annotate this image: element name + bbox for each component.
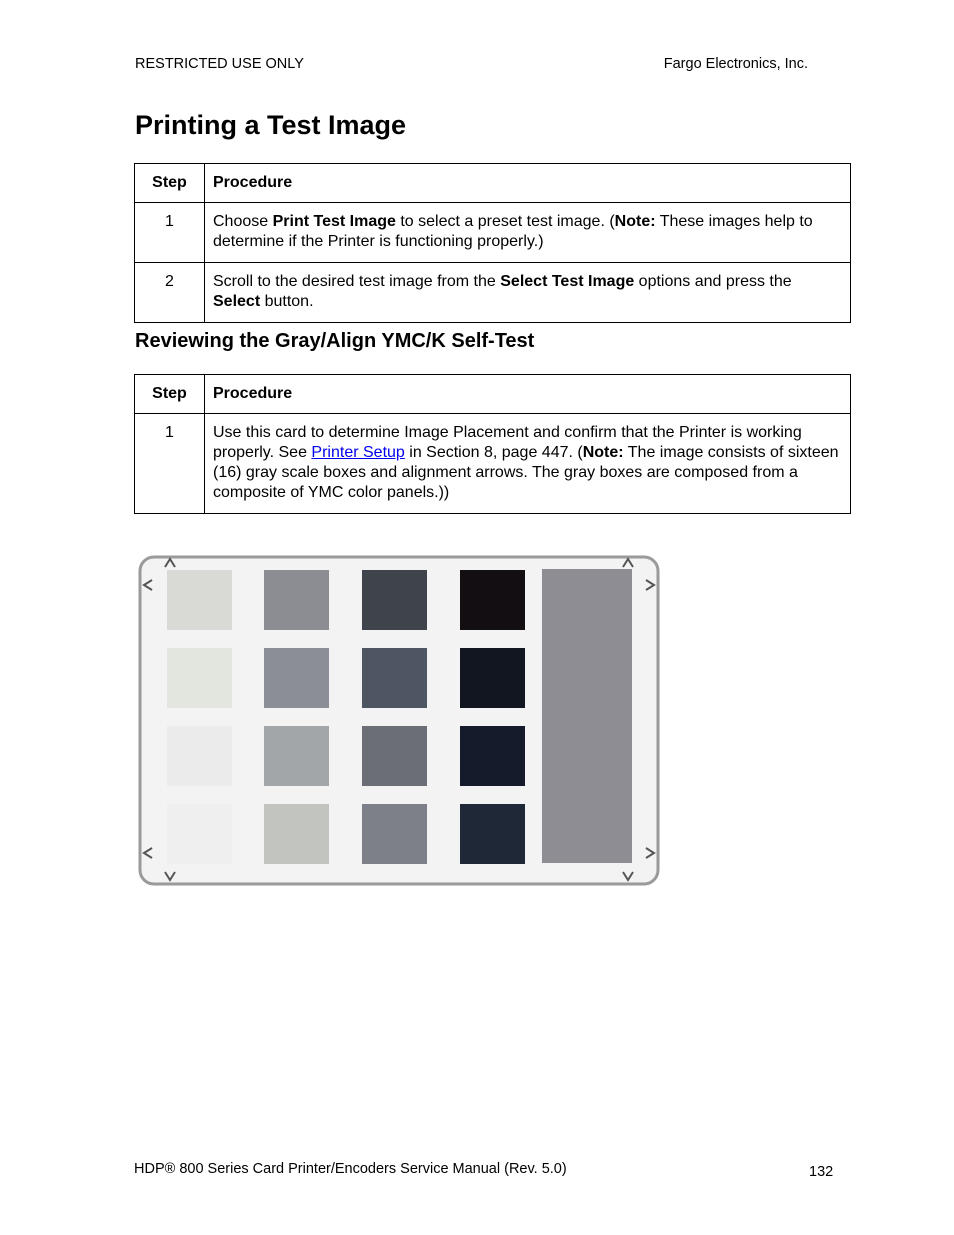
gray-box [362, 726, 427, 786]
step-number: 1 [135, 414, 205, 514]
page-number: 132 [809, 1164, 834, 1180]
gray-box [460, 804, 525, 864]
gray-box [362, 804, 427, 864]
gray-box [362, 570, 427, 630]
header-restricted: RESTRICTED USE ONLY [135, 56, 304, 72]
gray-box [167, 570, 232, 630]
header-company: Fargo Electronics, Inc. [663, 56, 808, 72]
gray-box [460, 648, 525, 708]
table-header-row [135, 375, 851, 414]
gray-box [460, 570, 525, 630]
gray-align-test-card [134, 546, 664, 892]
gray-box [460, 726, 525, 786]
gray-box [264, 726, 329, 786]
table-row [135, 203, 851, 263]
table-row [135, 414, 851, 514]
step-number: 1 [135, 203, 205, 263]
gray-box [167, 804, 232, 864]
gray-box [167, 726, 232, 786]
gray-box [264, 804, 329, 864]
gray-box [264, 570, 329, 630]
table-header-row [135, 164, 851, 203]
procedure-text: Choose Print Test Image to select a preset test image. (Note: These images help to determine if the Printer is functioning properly.) [205, 203, 851, 263]
procedure-text: Use this card to determine Image Placement and confirm that the Printer is working properly. See Printer Setup in Section 8, page 447. (Note: The image consists of sixteen (16) gray scale boxes and alignment arrows. The gray boxes are composed from a composite of YMC color panels.)) [205, 414, 851, 514]
page-title: Printing a Test Image [135, 110, 407, 140]
gray-box [362, 648, 427, 708]
printer-setup-link[interactable]: Printer Setup [311, 444, 405, 461]
gray-box [167, 648, 232, 708]
footer-manual-title: HDP® 800 Series Card Printer/Encoders Service Manual (Rev. 5.0) [134, 1161, 567, 1177]
step-header: Step [135, 164, 205, 203]
gray-gradient-bar [542, 569, 632, 863]
table-row [135, 263, 851, 323]
gray-box [264, 648, 329, 708]
procedure-table-1 [134, 163, 851, 323]
section-subtitle: Reviewing the Gray/Align YMC/K Self-Test [135, 330, 535, 352]
procedure-header: Procedure [205, 164, 851, 203]
step-number: 2 [135, 263, 205, 323]
procedure-header: Procedure [205, 375, 851, 414]
procedure-text: Scroll to the desired test image from the Select Test Image options and press the Select button. [205, 263, 851, 323]
procedure-table-2 [134, 374, 851, 514]
step-header: Step [135, 375, 205, 414]
